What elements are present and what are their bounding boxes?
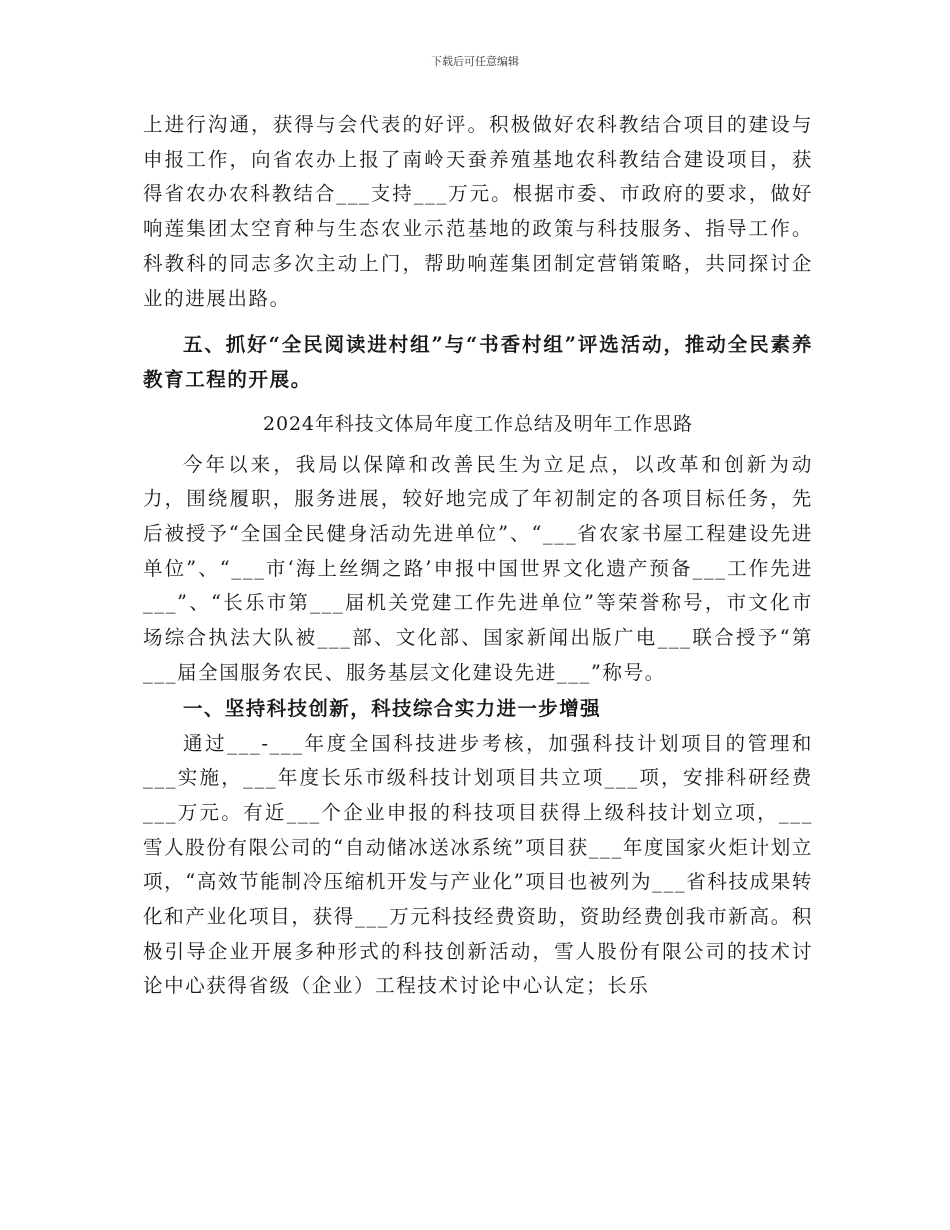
paragraph-continuation: 上进行沟通，获得与会代表的好评。积极做好农科教结合项目的建设与申报工作，向省农办上报了南岭天蚕养殖基地农科教结合建设项目，获得省农办农科教结合___支持___万元。根据市委、市政府的要求，做好响莲集团太空育种与生态农业示范基地的政策与科技服务、指导工作。科教科的同志多次主动上门，帮助响莲集团制定营销策略，共同探讨企业的进展出路。 xyxy=(143,113,813,310)
page-header: 下载后可任意编辑 xyxy=(431,55,519,68)
document-body xyxy=(143,108,813,1004)
section-heading-five: 五、抓好“全民阅读进村组”与“书香村组”评选活动，推动全民素养教育工程的开展。 xyxy=(143,333,813,391)
paragraph-intro: 今年以来，我局以保障和改善民生为立足点，以改革和创新为动力，围绕履职，服务进展，较好地完成了年初制定的各项目标任务，先后被授予“全国全民健身活动先进单位”、“___省农家书屋工程建设先进单位”、“___市‘海上丝绸之路’申报中国世界文化遗产预备___工作先进___”、“长乐市第___届机关党建工作先进单位”等荣誉称号，市文化市场综合执法大队被___部、文化部、国家新闻出版广电___联合授予“第___届全国服务农民、服务基层文化建设先进___”称号。 xyxy=(143,452,813,684)
document-title: 2024年科技文体局年度工作总结及明年工作思路 xyxy=(262,412,694,435)
paragraph-section-one: 通过___-___年度全国科技进步考核，加强科技计划项目的管理和___实施，___年度长乐市级科技计划项目共立项___项，安排科研经费___万元。有近___个企业申报的科技项目获得上级科技计划立项，___雪人股份有限公司的“自动储冰送冰系统”项目获___年度国家火炬计划立项，“高效节能制冷压缩机开发与产业化”项目也被列为___省科技成果转化和产业化项目，获得___万元科技经费资助，资助经费创我市新高。积极引导企业开展多种形式的科技创新活动，雪人股份有限公司的技术讨论中心获得省级（企业）工程技术讨论中心认定；长乐 xyxy=(143,731,813,998)
section-heading-one: 一、坚持科技创新，科技综合实力进一步增强 xyxy=(183,696,602,720)
